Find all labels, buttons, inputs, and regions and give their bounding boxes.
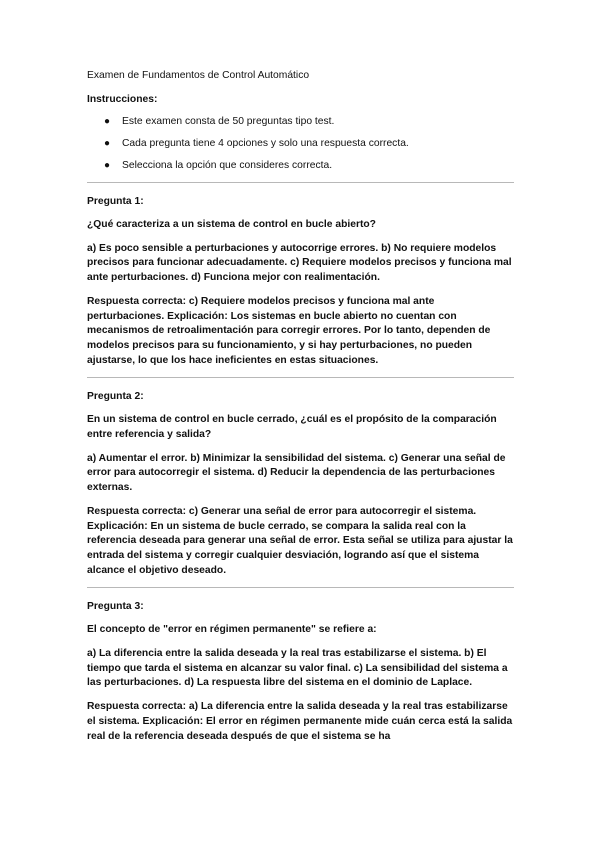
section-divider — [87, 587, 514, 588]
bullet-icon: ● — [104, 116, 111, 127]
question-text: El concepto de "error en régimen permanente" se refiere a: — [87, 624, 377, 636]
question-text: En un sistema de control en bucle cerrado, ¿cuál es el propósito de la comparación entre referencia y salida? — [87, 414, 497, 441]
instruction-item — [87, 137, 514, 151]
question-block — [87, 390, 514, 578]
question-block — [87, 195, 514, 368]
question-answer: Respuesta correcta: c) Generar una señal de error para autocorregir el sistema. Explicación: En un sistema de bucle cerrado, se compara la salida real con la referencia deseada para generar una señal de error. Esta señal se utiliza para ajustar la entrada del sistema y corregir cualquier desviación, logrando así que el sistema alcance el objetivo deseado. — [87, 505, 513, 576]
instruction-text: Este examen consta de 50 preguntas tipo test. — [122, 116, 335, 127]
instruction-text: Selecciona la opción que consideres correcta. — [122, 160, 333, 171]
instruction-text: Cada pregunta tiene 4 opciones y solo una respuesta correcta. — [122, 138, 409, 149]
question-options: a) Aumentar el error. b) Minimizar la sensibilidad del sistema. c) Generar una señal de error para autocorregir el sistema. d) Reducir la dependencia de las perturbaciones externas. — [87, 452, 506, 494]
section-divider — [87, 182, 514, 183]
instruction-item — [87, 159, 514, 173]
question-block — [87, 600, 514, 744]
question-heading: Pregunta 2: — [87, 391, 144, 403]
question-answer: Respuesta correcta: c) Requiere modelos precisos y funciona mal ante perturbaciones. Explicación: Los sistemas en bucle abierto no cuentan con mecanismos de retroalimentación para corregir errores. Por lo tanto, dependen de modelos precisos para su funcionamiento, y si hay perturbaciones, no pueden ajustarse, lo que los hace ineficientes en estas situaciones. — [87, 295, 491, 366]
instructions-list — [87, 115, 514, 173]
question-heading: Pregunta 3: — [87, 601, 144, 613]
bullet-icon: ● — [104, 138, 111, 149]
question-heading: Pregunta 1: — [87, 196, 144, 207]
question-options: a) Es poco sensible a perturbaciones y autocorrige errores. b) No requiere modelos precisos para funcionar adecuadamente. c) Requiere modelos precisos y funciona mal ante perturbaciones. d) Funciona mejor con realimentación. — [87, 242, 512, 284]
question-answer: Respuesta correcta: a) La diferencia entre la salida deseada y la real tras estabilizarse el sistema. Explicación: El error en régimen permanente mide cuán cerca está la salida real de la referencia deseada después de que el sistema se ha — [87, 701, 513, 742]
document-title: Examen de Fundamentos de Control Automático — [87, 70, 310, 81]
instructions-heading: Instrucciones: — [87, 94, 158, 105]
bullet-icon: ● — [104, 160, 111, 171]
section-divider — [87, 377, 514, 378]
instruction-item — [87, 115, 514, 129]
question-options: a) La diferencia entre la salida deseada y la real tras estabilizarse el sistema. b) El tiempo que tarda el sistema en alcanzar su valor final. c) La sensibilidad del sistema a las perturbaciones. d) La respuesta libre del sistema en el dominio de Laplace. — [87, 648, 508, 689]
question-text: ¿Qué caracteriza a un sistema de control en bucle abierto? — [87, 219, 376, 230]
